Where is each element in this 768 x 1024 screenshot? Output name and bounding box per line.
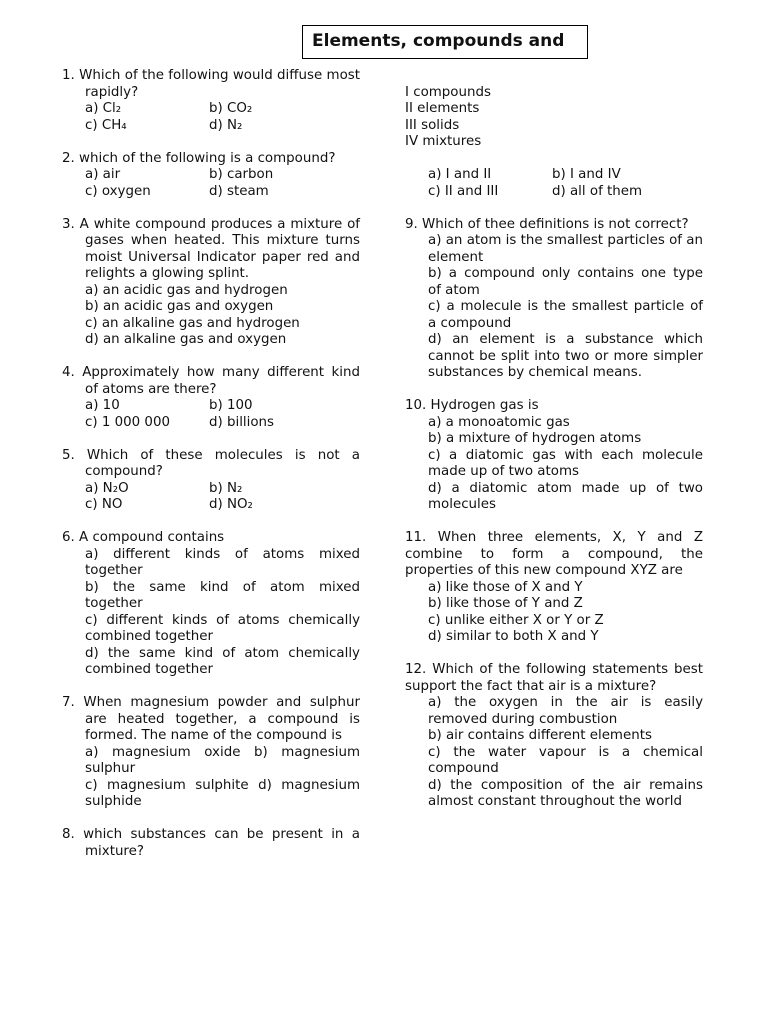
- option-c: c) II and III: [428, 183, 499, 199]
- question-3: [62, 217, 360, 349]
- option-b: b) I and IV: [552, 167, 621, 182]
- question-stem: 8. which substances can be present in a mixture?: [62, 827, 360, 859]
- option-a: a) 10: [85, 398, 120, 413]
- spacer: [405, 68, 703, 85]
- option-b: b) like those of Y and Z: [428, 596, 583, 611]
- question-stem: 6. A compound contains: [62, 530, 225, 545]
- option-a: a) I and II: [428, 167, 492, 182]
- option-b: b) N₂: [209, 480, 243, 496]
- question-stem: 2. which of the following is a compound?: [62, 150, 336, 166]
- option-a: a) different kinds of atoms mixed together: [85, 546, 360, 578]
- option-a: a) an acidic gas and hydrogen: [85, 282, 288, 298]
- left-column: [62, 68, 360, 877]
- question-stem: 10. Hydrogen gas is: [405, 398, 539, 413]
- question-8-continued: [405, 85, 703, 201]
- question-stem: 1. Which of the following would diffuse most rapidly?: [62, 68, 360, 100]
- roman-item-2: II elements: [405, 101, 480, 116]
- option-d: d) N₂: [209, 117, 243, 133]
- option-d: d) a diatomic atom made up of two molecules: [428, 480, 703, 512]
- option-c: c) CH₄: [85, 117, 127, 133]
- question-stem: 3. A white compound produces a mixture of gases when heated. This mixture turns moist Universal Indicator paper red and relights a glowing splint.: [62, 216, 360, 281]
- option-d: d) all of them: [552, 183, 643, 199]
- option-a: a) air: [85, 167, 121, 182]
- question-stem: 12. Which of the following statements best support the fact that air is a mixture?: [405, 662, 703, 694]
- option-c: c) a diatomic gas with each molecule made up of two atoms: [428, 447, 703, 479]
- option-a: a) N₂O: [85, 480, 129, 496]
- roman-item-1: I compounds: [405, 84, 491, 100]
- options: [62, 167, 360, 200]
- question-9: [405, 217, 703, 382]
- question-11: [405, 530, 703, 646]
- option-b: b) an acidic gas and oxygen: [85, 299, 274, 314]
- option-c: c) 1 000 000: [85, 414, 170, 430]
- page-title: Elements, compounds and: [302, 25, 588, 59]
- question-1: [62, 68, 360, 134]
- option-d: d) the composition of the air remains almost constant throughout the world: [428, 777, 703, 809]
- roman-item-4: IV mixtures: [405, 134, 482, 149]
- option-b: b) air contains different elements: [428, 728, 652, 743]
- option-d: d) NO₂: [209, 497, 253, 512]
- option-b: b) 100: [209, 398, 253, 413]
- option-d: d) the same kind of atom chemically combined together: [85, 645, 360, 677]
- options: [62, 101, 360, 134]
- question-8: [62, 827, 360, 860]
- option-c: c) different kinds of atoms chemically combined together: [85, 612, 360, 644]
- question-5: [62, 448, 360, 514]
- option-d: d) steam: [209, 183, 269, 199]
- option-b: b) the same kind of atom mixed together: [85, 579, 360, 611]
- option-a: a) like those of X and Y: [428, 579, 583, 595]
- option-cd: c) magnesium sulphite d) magnesium sulphide: [85, 777, 360, 809]
- option-ab: a) magnesium oxide b) magnesium sulphur: [85, 744, 360, 776]
- option-c: c) the water vapour is a chemical compound: [428, 744, 703, 776]
- option-c: c) an alkaline gas and hydrogen: [85, 315, 300, 331]
- roman-item-3: III solids: [405, 117, 460, 133]
- option-d: d) similar to both X and Y: [428, 629, 599, 644]
- question-12: [405, 662, 703, 811]
- option-c: c) NO: [85, 497, 123, 512]
- question-stem: 9. Which of thee definitions is not correct?: [405, 216, 689, 232]
- option-c: c) oxygen: [85, 183, 151, 199]
- question-10: [405, 398, 703, 514]
- question-7: [62, 695, 360, 811]
- option-a: a) Cl₂: [85, 101, 122, 116]
- options: [62, 398, 360, 431]
- question-2: [62, 151, 360, 201]
- option-b: b) carbon: [209, 167, 274, 182]
- option-a: a) an atom is the smallest particles of an element: [428, 233, 703, 265]
- option-d: d) an element is a substance which cannot be split into two or more simpler substances by chemical means.: [428, 332, 703, 380]
- question-stem: 4. Approximately how many different kind of atoms are there?: [62, 365, 360, 397]
- question-4: [62, 365, 360, 431]
- option-c: c) a molecule is the smallest particle of a compound: [428, 299, 703, 331]
- option-a: a) the oxygen in the air is easily removed during combustion: [428, 695, 703, 727]
- option-d: d) an alkaline gas and oxygen: [85, 332, 287, 347]
- options: [405, 167, 703, 200]
- question-stem: 7. When magnesium powder and sulphur are heated together, a compound is formed. The name of the compound is: [62, 695, 360, 743]
- option-b: b) a mixture of hydrogen atoms: [428, 431, 642, 446]
- question-6: [62, 530, 360, 679]
- question-stem: 5. Which of these molecules is not a compound?: [62, 447, 360, 479]
- option-d: d) billions: [209, 414, 275, 430]
- question-stem: 11. When three elements, X, Y and Z combine to form a compound, the properties of this new compound XYZ are: [405, 530, 703, 578]
- option-c: c) unlike either X or Y or Z: [428, 612, 604, 628]
- right-column: [405, 68, 703, 827]
- option-a: a) a monoatomic gas: [428, 414, 570, 430]
- options: [62, 481, 360, 514]
- option-b: b) CO₂: [209, 101, 253, 116]
- option-b: b) a compound only contains one type of atom: [428, 266, 703, 298]
